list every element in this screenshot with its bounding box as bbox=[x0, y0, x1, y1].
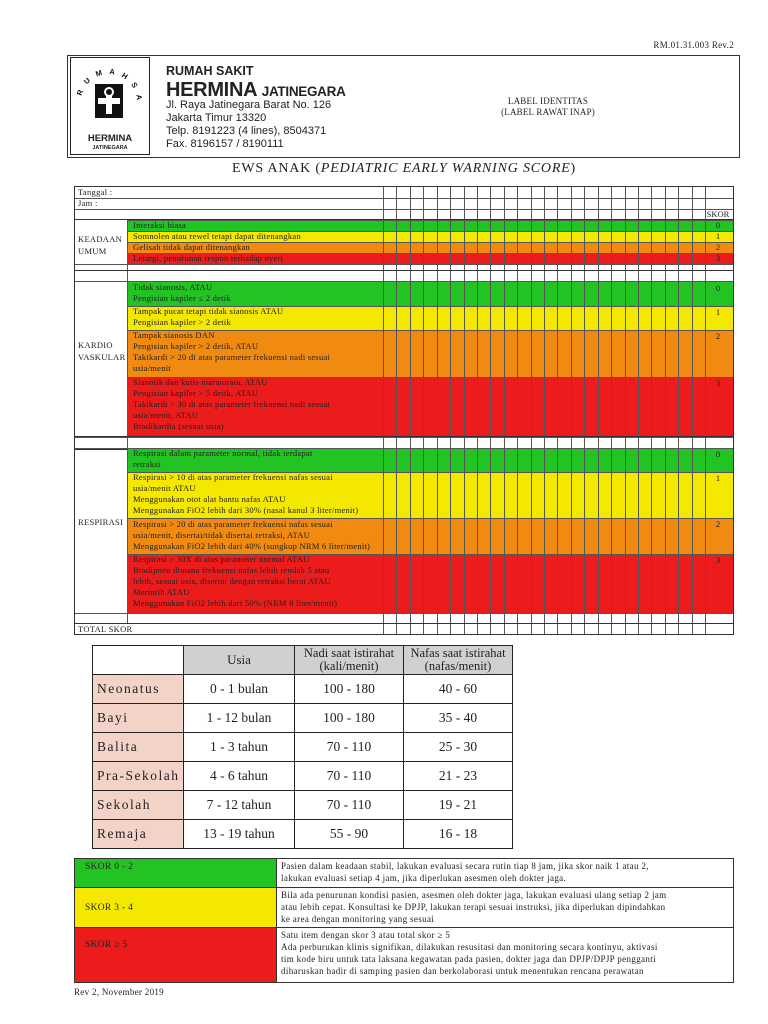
respirasi-criterion-2-line-0: Respirasi > 20 di atas parameter frekuensi nafas sesuai bbox=[133, 519, 333, 529]
kardio-score-1: 1 bbox=[715, 307, 721, 317]
grid-column-line bbox=[464, 437, 465, 623]
legend-text-2-line-0: Satu item dengan skor 3 atau total skor ≥ 5 bbox=[281, 930, 451, 940]
legend-label-0: SKOR 0 - 2 bbox=[85, 862, 134, 872]
age-category: Pra-Sekolah bbox=[93, 762, 184, 791]
respirasi-score-1: 1 bbox=[715, 473, 721, 483]
legend-text-2-line-1: Ada perburukan klinis signifikan, dilakukan resusitasi dan monitoring secara kontinyu, aktivasi bbox=[281, 942, 658, 952]
grid-column-line bbox=[571, 187, 572, 219]
grid-column-line bbox=[651, 220, 652, 270]
hospital-city: Jakarta Timur 13320 bbox=[166, 112, 267, 124]
grid-column-line bbox=[584, 187, 585, 219]
grid-column-line bbox=[383, 187, 384, 219]
grid-column-line bbox=[611, 271, 612, 449]
kardio-criterion-2-line-0: Tampak sianosis DAN bbox=[133, 330, 215, 340]
respirasi-criterion-2 bbox=[133, 519, 370, 552]
respirasi-criterion-0 bbox=[133, 448, 313, 470]
keadaan-criterion-3: Letargi, penurunan respon terhadap nyeri bbox=[133, 253, 284, 263]
legend-label-2: SKOR ≥ 5 bbox=[85, 940, 128, 950]
keadaan-label-1: KEADAAN bbox=[78, 234, 123, 244]
keadaan-score-1: 1 bbox=[715, 231, 721, 241]
respirasi-criterion-1-line-1: usia/menit ATAU bbox=[133, 483, 196, 493]
grid-column-line bbox=[625, 187, 626, 219]
age-range: 13 - 19 tahun bbox=[184, 820, 295, 849]
heart-rate-range: 100 - 180 bbox=[295, 704, 404, 733]
grid-column-line bbox=[490, 187, 491, 219]
grid-column-line bbox=[625, 624, 626, 634]
keadaan-score-2: 2 bbox=[715, 242, 721, 252]
grid-column-line bbox=[504, 437, 505, 623]
grid-column-line bbox=[464, 187, 465, 219]
hospital-branch: JATINEGARA bbox=[261, 84, 346, 99]
grid-column-line bbox=[651, 271, 652, 449]
grid-column-line bbox=[544, 624, 545, 634]
grid-column-line bbox=[410, 187, 411, 219]
grid-column-line bbox=[450, 437, 451, 623]
grid-column-line bbox=[544, 437, 545, 623]
grid-row-line bbox=[127, 281, 733, 282]
title-end: ) bbox=[570, 161, 577, 176]
age-range: 4 - 6 tahun bbox=[184, 762, 295, 791]
grid-column-line bbox=[410, 271, 411, 449]
grid-column-line bbox=[705, 437, 706, 623]
title-italic: PEDIATRIC EARLY WARNING SCORE bbox=[320, 161, 571, 176]
grid-row-line bbox=[127, 231, 733, 232]
grid-column-line bbox=[557, 220, 558, 270]
kardio-criterion-0-line-0: Tidak sianosis, ATAU bbox=[133, 282, 213, 292]
heart-rate-range: 70 - 110 bbox=[295, 791, 404, 820]
respirasi-criterion-3-line-4: Menggunakan FiO2 lebih dari 50% (NRM 8 liter/menit) bbox=[133, 598, 338, 608]
grid-column-line bbox=[464, 271, 465, 449]
grid-column-line bbox=[450, 220, 451, 270]
grid-column-line bbox=[383, 437, 384, 623]
total-skor-label: TOTAL SKOR bbox=[78, 624, 133, 634]
legend-text-2-line-3: diharuskan hadir di samping pasien dan berkolaborasi untuk menentukan rencana perawatan bbox=[281, 966, 644, 976]
kardio-score-0: 0 bbox=[715, 283, 721, 293]
grid-column-line bbox=[490, 624, 491, 634]
grid-column-line bbox=[490, 437, 491, 623]
grid-column-line bbox=[544, 271, 545, 449]
grid-row-line bbox=[127, 472, 733, 473]
grid-column-line bbox=[531, 624, 532, 634]
respirasi-criterion-3-line-2: lebih, sesuai usia, disertai dengan retraksi berat ATAU bbox=[133, 576, 331, 586]
age-range: 0 - 1 bulan bbox=[184, 675, 295, 704]
legend-text-0 bbox=[281, 860, 649, 884]
age-parameter-table bbox=[92, 645, 513, 849]
age-table-header-row bbox=[93, 646, 513, 675]
hospital-name: HERMINA bbox=[166, 79, 257, 101]
grid-column-line bbox=[665, 187, 666, 219]
respirasi-score-3: 3 bbox=[715, 555, 721, 565]
kardio-score-3: 3 bbox=[715, 378, 721, 388]
kardio-criterion-3-line-4: Bradikardia (sesuai usia) bbox=[133, 421, 224, 431]
legend-text-1 bbox=[281, 889, 667, 925]
age-category: Neonatus bbox=[93, 675, 184, 704]
grid-column-line bbox=[625, 271, 626, 449]
grid-row-line bbox=[127, 220, 733, 221]
grid-row-line bbox=[127, 253, 733, 254]
grid-column-line bbox=[557, 437, 558, 623]
grid-column-line bbox=[625, 437, 626, 623]
grid-column-line bbox=[410, 220, 411, 270]
grid-column-line bbox=[611, 437, 612, 623]
tanggal-label: Tanggal : bbox=[78, 187, 113, 197]
age-range: 1 - 3 tahun bbox=[184, 733, 295, 762]
grid-column-line bbox=[651, 187, 652, 219]
age-header-usia: Usia bbox=[184, 646, 295, 675]
legend-text-1-line-2: ke area dengan monitoring yang sesuai bbox=[281, 914, 435, 924]
age-header-nadi: Nadi saat istirahat (kali/menit) bbox=[295, 646, 404, 675]
grid-column-line bbox=[598, 220, 599, 270]
grid-column-line bbox=[665, 271, 666, 449]
grid-column-line bbox=[665, 220, 666, 270]
document-code: RM.01.31.003 Rev.2 bbox=[653, 40, 734, 50]
kardio-criterion-1-line-0: Tampak pucat tetapi tidak sianosis ATAU bbox=[133, 306, 284, 316]
grid-column-line bbox=[571, 624, 572, 634]
respirasi-criterion-3-line-0: Respirasi > 30X di atas parameter normal ATAU bbox=[133, 554, 310, 564]
grid-column-line bbox=[665, 624, 666, 634]
grid-column-line bbox=[584, 271, 585, 449]
respirasi-criterion-1-line-2: Menggunakan otot alat bantu nafas ATAU bbox=[133, 494, 286, 504]
respirasi-criterion-3-line-1: Bradipneu dimana frekuensi nafas lebih rendah 5 atau bbox=[133, 565, 330, 575]
grid-column-line bbox=[517, 437, 518, 623]
grid-column-line bbox=[531, 220, 532, 270]
grid-column-line bbox=[477, 437, 478, 623]
grid-column-line bbox=[651, 437, 652, 623]
age-category: Balita bbox=[93, 733, 184, 762]
title-main: EWS ANAK ( bbox=[231, 161, 321, 176]
grid-column-line bbox=[127, 220, 128, 270]
grid-column-line bbox=[383, 271, 384, 449]
grid-column-line bbox=[598, 437, 599, 623]
respirasi-criterion-1-line-0: Respirasi > 10 di atas parameter frekuensi nafas sesuai bbox=[133, 472, 333, 482]
respirasi-score-0: 0 bbox=[715, 449, 721, 459]
resp-rate-range: 16 - 18 bbox=[404, 820, 513, 849]
respirasi-criterion-3-line-3: Merintih ATAU bbox=[133, 587, 190, 597]
kardio-criterion-3-line-1: Pengisian kapiler > 5 detik, ATAU bbox=[133, 388, 259, 398]
grid-row-line bbox=[127, 554, 733, 555]
grid-column-line bbox=[396, 437, 397, 623]
grid-column-line bbox=[464, 624, 465, 634]
keadaan-label-2: UMUM bbox=[78, 246, 107, 256]
grid-column-line bbox=[705, 271, 706, 449]
kardio-criterion-0-line-1: Pengisian kapiler ≤ 2 detik bbox=[133, 293, 231, 303]
grid-column-line bbox=[423, 437, 424, 623]
age-table-row bbox=[93, 733, 513, 762]
grid-column-line bbox=[544, 187, 545, 219]
hospital-address: Jl. Raya Jatinegara Barat No. 126 bbox=[166, 99, 332, 111]
grid-column-line bbox=[571, 271, 572, 449]
respirasi-criterion-1-line-3: Menggunakan FiO2 lebih dari 30% (nasal kanul 3 liter/menit) bbox=[133, 505, 359, 515]
page-title bbox=[74, 161, 734, 177]
grid-column-line bbox=[638, 220, 639, 270]
grid-column-line bbox=[410, 437, 411, 623]
grid-row-line bbox=[127, 518, 733, 519]
grid-column-line bbox=[464, 220, 465, 270]
resp-rate-range: 21 - 23 bbox=[404, 762, 513, 791]
heart-rate-range: 55 - 90 bbox=[295, 820, 404, 849]
grid-column-line bbox=[517, 220, 518, 270]
patient-label-area bbox=[458, 96, 638, 118]
keadaan-score-0: 0 bbox=[715, 220, 721, 230]
grid-row-line bbox=[127, 330, 733, 331]
kardio-criterion-2-line-1: Pengisian kapiler > 2 detik, ATAU bbox=[133, 341, 259, 351]
legend-text-0-line-0: Pasien dalam keadaan stabil, lakukan evaluasi secara rutin tiap 8 jam, jika skor naik 1 atau 2, bbox=[281, 861, 649, 871]
keadaan-criterion-1: Somnolen atau rewel tetapi dapat ditenangkan bbox=[133, 231, 301, 241]
grid-column-line bbox=[437, 271, 438, 449]
grid-column-line bbox=[517, 624, 518, 634]
grid-column-line bbox=[437, 187, 438, 219]
grid-column-line bbox=[410, 624, 411, 634]
respirasi-criterion-0-line-1: retraksi bbox=[133, 459, 161, 469]
hospital-title-line1: RUMAH SAKIT bbox=[166, 64, 254, 78]
age-range: 7 - 12 tahun bbox=[184, 791, 295, 820]
total-skor-row bbox=[74, 623, 734, 635]
hospital-phone: Telp. 8191223 (4 lines), 8504371 bbox=[166, 125, 327, 137]
respirasi-criterion-3 bbox=[133, 554, 337, 609]
legend-label-1: SKOR 3 - 4 bbox=[85, 903, 134, 913]
grid-column-line bbox=[692, 437, 693, 623]
grid-column-line bbox=[611, 220, 612, 270]
age-category: Remaja bbox=[93, 820, 184, 849]
grid-row-line bbox=[127, 242, 733, 243]
kardio-criterion-2 bbox=[133, 330, 330, 374]
grid-column-line bbox=[127, 271, 128, 449]
heart-rate-range: 70 - 110 bbox=[295, 733, 404, 762]
age-table-row bbox=[93, 762, 513, 791]
grid-column-line bbox=[423, 187, 424, 219]
logo-name: HERMINA bbox=[87, 133, 133, 144]
grid-column-line bbox=[678, 187, 679, 219]
kardio-vaskular-section bbox=[74, 270, 734, 450]
age-table-row bbox=[93, 791, 513, 820]
legend-text-0-line-1: lakukan evaluasi setiap 4 jam, jika diperlukan asesmen oleh dokter jaga. bbox=[281, 873, 567, 883]
kardio-label-2: VASKULAR bbox=[78, 352, 126, 362]
grid-column-line bbox=[450, 624, 451, 634]
respirasi-criterion-2-line-2: Menggunakan FiO2 lebih dari 40% (sungkup NRM 6 liter/menit) bbox=[133, 541, 371, 551]
date-time-grid bbox=[74, 186, 734, 220]
age-table-row bbox=[93, 820, 513, 849]
grid-column-line bbox=[504, 271, 505, 449]
grid-column-line bbox=[423, 271, 424, 449]
heart-rate-range: 70 - 110 bbox=[295, 762, 404, 791]
grid-row-line bbox=[127, 377, 733, 378]
grid-column-line bbox=[437, 624, 438, 634]
grid-column-line bbox=[557, 187, 558, 219]
age-header-nafas: Nafas saat istirahat (nafas/menit) bbox=[404, 646, 513, 675]
kardio-criterion-0 bbox=[133, 282, 231, 304]
resp-rate-range: 25 - 30 bbox=[404, 733, 513, 762]
grid-column-line bbox=[437, 437, 438, 623]
grid-column-line bbox=[383, 624, 384, 634]
grid-column-line bbox=[678, 437, 679, 623]
grid-column-line bbox=[477, 187, 478, 219]
grid-column-line bbox=[504, 624, 505, 634]
heart-rate-range: 100 - 180 bbox=[295, 675, 404, 704]
legend-row-red bbox=[74, 927, 734, 983]
age-table-row bbox=[93, 704, 513, 733]
grid-column-line bbox=[396, 271, 397, 449]
age-range: 1 - 12 bulan bbox=[184, 704, 295, 733]
jam-label: Jam : bbox=[78, 198, 98, 208]
grid-column-line bbox=[598, 271, 599, 449]
grid-column-line bbox=[598, 187, 599, 219]
grid-column-line bbox=[557, 624, 558, 634]
legend-text-2 bbox=[281, 929, 658, 977]
grid-column-line bbox=[584, 624, 585, 634]
grid-column-line bbox=[127, 437, 128, 623]
grid-column-line bbox=[490, 271, 491, 449]
kardio-criterion-3-line-0: Sianotik dan kutis marmorata, ATAU bbox=[133, 377, 268, 387]
grid-column-line bbox=[665, 437, 666, 623]
kardio-criterion-1-line-1: Pengisian kapiler > 2 detik bbox=[133, 317, 231, 327]
grid-column-line bbox=[692, 624, 693, 634]
grid-column-line bbox=[611, 624, 612, 634]
grid-column-line bbox=[517, 187, 518, 219]
grid-column-line bbox=[598, 624, 599, 634]
grid-column-line bbox=[383, 220, 384, 270]
resp-rate-range: 19 - 21 bbox=[404, 791, 513, 820]
kardio-criterion-3 bbox=[133, 377, 330, 432]
respirasi-section bbox=[74, 436, 734, 624]
age-category: Bayi bbox=[93, 704, 184, 733]
grid-column-line bbox=[544, 220, 545, 270]
grid-column-line bbox=[531, 271, 532, 449]
respirasi-criterion-2-line-1: usia/menit, disertai/tidak disertai retraksi, ATAU bbox=[133, 530, 311, 540]
legend-row-green bbox=[74, 858, 734, 888]
kardio-criterion-1 bbox=[133, 306, 283, 328]
label-identitas: LABEL IDENTITAS bbox=[507, 96, 589, 106]
grid-column-line bbox=[651, 624, 652, 634]
legend-text-1-line-1: atau lebih cepat. Konsultasi ke DPJP, lakukan terapi sesuai instruksi, jika diperlukan dipindahkan bbox=[281, 902, 666, 912]
grid-column-line bbox=[705, 187, 706, 219]
grid-column-line bbox=[678, 271, 679, 449]
skor-header: SKOR bbox=[706, 209, 730, 219]
grid-column-line bbox=[638, 624, 639, 634]
grid-column-line bbox=[396, 624, 397, 634]
grid-column-line bbox=[396, 220, 397, 270]
grid-column-line bbox=[638, 271, 639, 449]
grid-column-line bbox=[490, 220, 491, 270]
grid-column-line bbox=[584, 437, 585, 623]
kardio-criterion-3-line-3: usia/menit, ATAU bbox=[133, 410, 199, 420]
grid-column-line bbox=[571, 437, 572, 623]
grid-column-line bbox=[638, 437, 639, 623]
grid-column-line bbox=[423, 624, 424, 634]
legend-row-yellow bbox=[74, 887, 734, 928]
grid-column-line bbox=[692, 187, 693, 219]
grid-column-line bbox=[678, 220, 679, 270]
hospital-fax: Fax. 8196157 / 8190111 bbox=[166, 138, 284, 150]
keadaan-criterion-0: Interaksi biasa bbox=[133, 220, 187, 230]
legend-text-2-line-2: tim kode biru untuk tata laksana kegawatan pada pasien, dokter jaga dan DPJP/DPJP pengganti bbox=[281, 954, 656, 964]
grid-column-line bbox=[504, 220, 505, 270]
kardio-criterion-2-line-2: Takikardi > 20 di atas parameter frekuensi nadi sesuai bbox=[133, 352, 331, 362]
legend-swatch-red bbox=[75, 928, 276, 982]
label-rawat-inap: (LABEL RAWAT INAP) bbox=[501, 107, 595, 117]
respirasi-score-2: 2 bbox=[715, 519, 721, 529]
resp-rate-range: 35 - 40 bbox=[404, 704, 513, 733]
grid-column-line bbox=[477, 624, 478, 634]
svg-text:R U M A H S A K I T: R U M A H S A bbox=[74, 66, 145, 103]
grid-row-line bbox=[127, 448, 733, 449]
grid-column-line bbox=[705, 220, 706, 270]
respirasi-criterion-0-line-0: Respirasi dalam parameter normal, tidak terdapat bbox=[133, 448, 313, 458]
kardio-criterion-3-line-2: Takikardi > 30 di atas parameter frekuensi nadi sesuai bbox=[133, 399, 331, 409]
kardio-score-2: 2 bbox=[715, 331, 721, 341]
grid-column-line bbox=[638, 187, 639, 219]
grid-column-line bbox=[504, 187, 505, 219]
grid-column-line bbox=[423, 220, 424, 270]
grid-column-line bbox=[611, 187, 612, 219]
grid-column-line bbox=[477, 271, 478, 449]
age-header-empty bbox=[93, 646, 184, 675]
keadaan-score-3: 3 bbox=[715, 253, 721, 263]
respirasi-label: RESPIRASI bbox=[78, 517, 124, 527]
grid-column-line bbox=[477, 220, 478, 270]
resp-rate-range: 40 - 60 bbox=[404, 675, 513, 704]
grid-row-line bbox=[127, 306, 733, 307]
grid-column-line bbox=[584, 220, 585, 270]
grid-column-line bbox=[437, 220, 438, 270]
grid-column-line bbox=[396, 187, 397, 219]
kardio-label-1: KARDIO bbox=[78, 340, 113, 350]
keadaan-umum-section bbox=[74, 219, 734, 271]
age-table-row bbox=[93, 675, 513, 704]
grid-column-line bbox=[517, 271, 518, 449]
grid-column-line bbox=[705, 624, 706, 634]
grid-column-line bbox=[625, 220, 626, 270]
kardio-criterion-2-line-3: usia/menit bbox=[133, 363, 171, 373]
respirasi-criterion-1 bbox=[133, 472, 358, 516]
grid-column-line bbox=[692, 220, 693, 270]
grid-column-line bbox=[450, 271, 451, 449]
keadaan-criterion-2: Gelisah tidak dapat ditenangkan bbox=[133, 242, 251, 252]
grid-column-line bbox=[571, 220, 572, 270]
footer-revision: Rev 2, November 2019 bbox=[74, 987, 164, 997]
age-category: Sekolah bbox=[93, 791, 184, 820]
logo-subname: JATINEGARA bbox=[92, 145, 128, 151]
legend-text-1-line-0: Bila ada penurunan kondisi pasien, asesmen oleh dokter jaga, lakukan evaluasi ulang setiap 2 jam bbox=[281, 890, 667, 900]
grid-column-line bbox=[450, 187, 451, 219]
grid-column-line bbox=[692, 271, 693, 449]
grid-column-line bbox=[678, 624, 679, 634]
grid-column-line bbox=[531, 437, 532, 623]
grid-column-line bbox=[557, 271, 558, 449]
grid-column-line bbox=[531, 187, 532, 219]
